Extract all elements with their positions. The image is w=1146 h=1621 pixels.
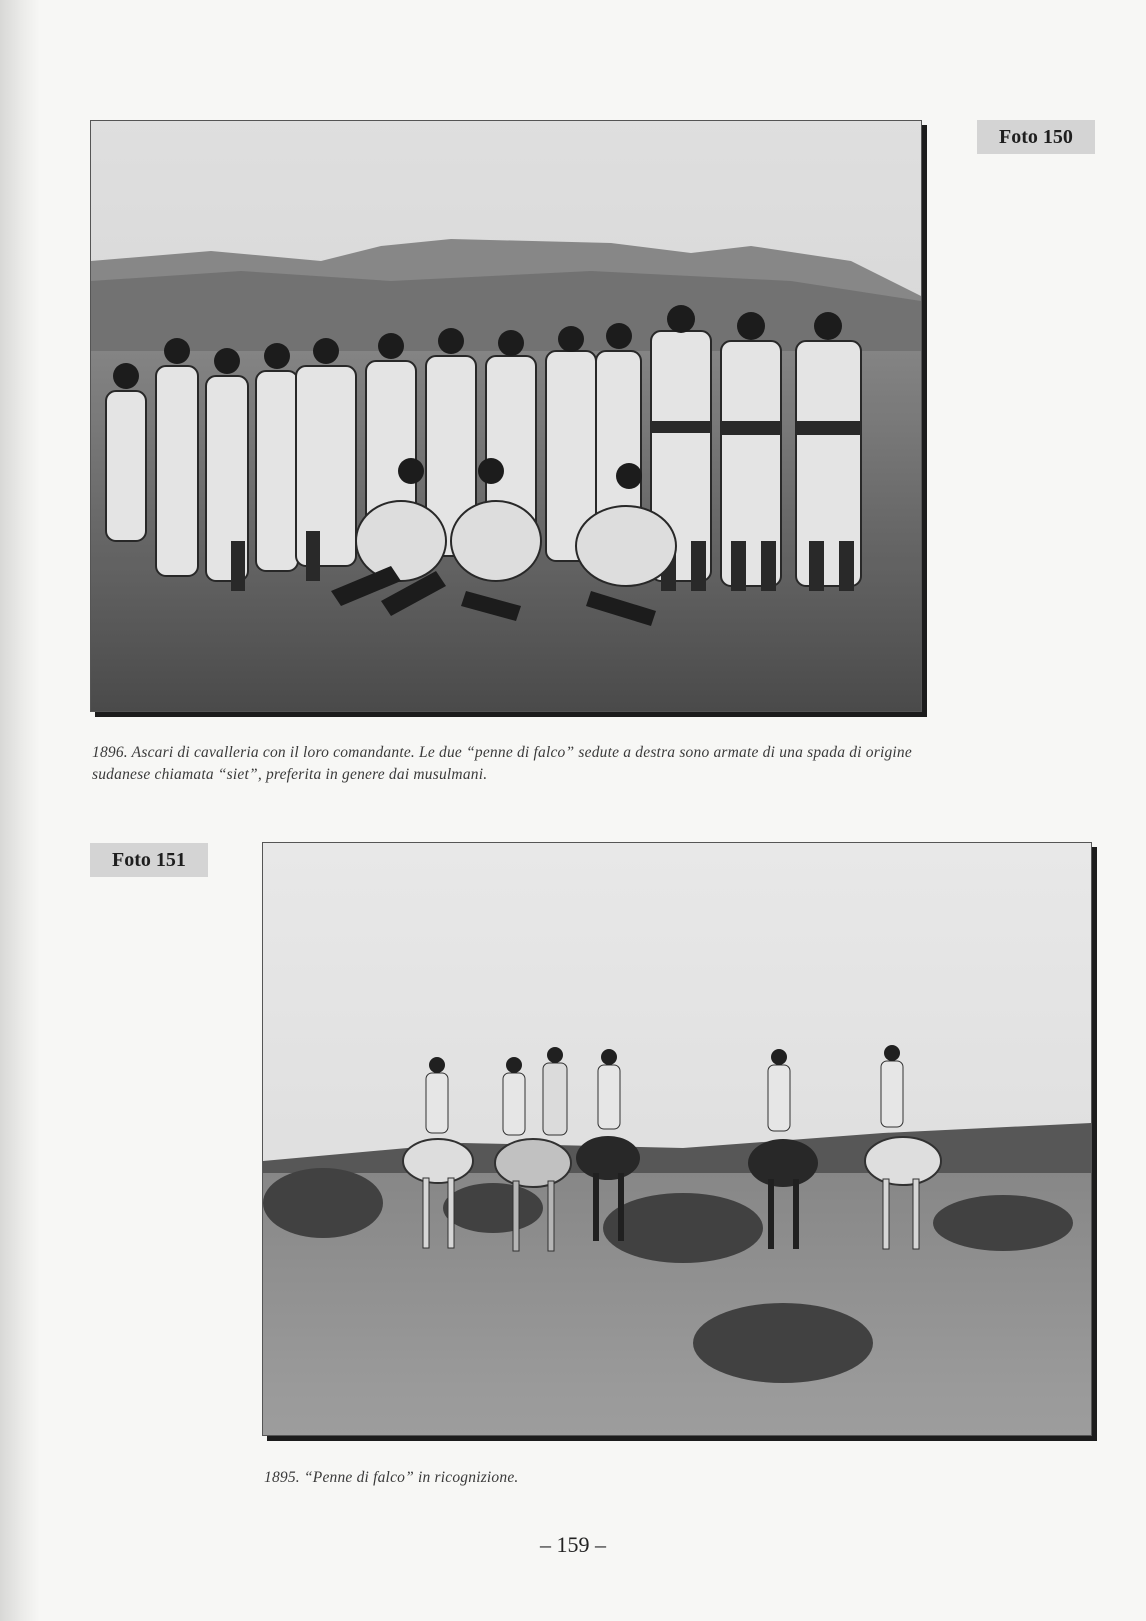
- photo-151-label: Foto 151: [90, 843, 208, 877]
- photo-150-image: [91, 121, 921, 711]
- photo-150: [90, 120, 922, 712]
- photo-150-caption: 1896. Ascari di cavalleria con il loro comandante. Le due “penne di falco” sedute a destra sono armate di una spada di origine sudanese chiamata “siet”, preferita in genere dai musulmani.: [92, 744, 912, 783]
- photo-151-image: [263, 843, 1091, 1435]
- page-gutter-shadow: [0, 0, 40, 1621]
- photo-151-caption: 1895. “Penne di falco” in ricognizione.: [264, 1469, 519, 1486]
- photo-150-label: Foto 150: [977, 120, 1095, 154]
- photo-151: [262, 842, 1092, 1436]
- page-number: – 159 –: [540, 1532, 606, 1557]
